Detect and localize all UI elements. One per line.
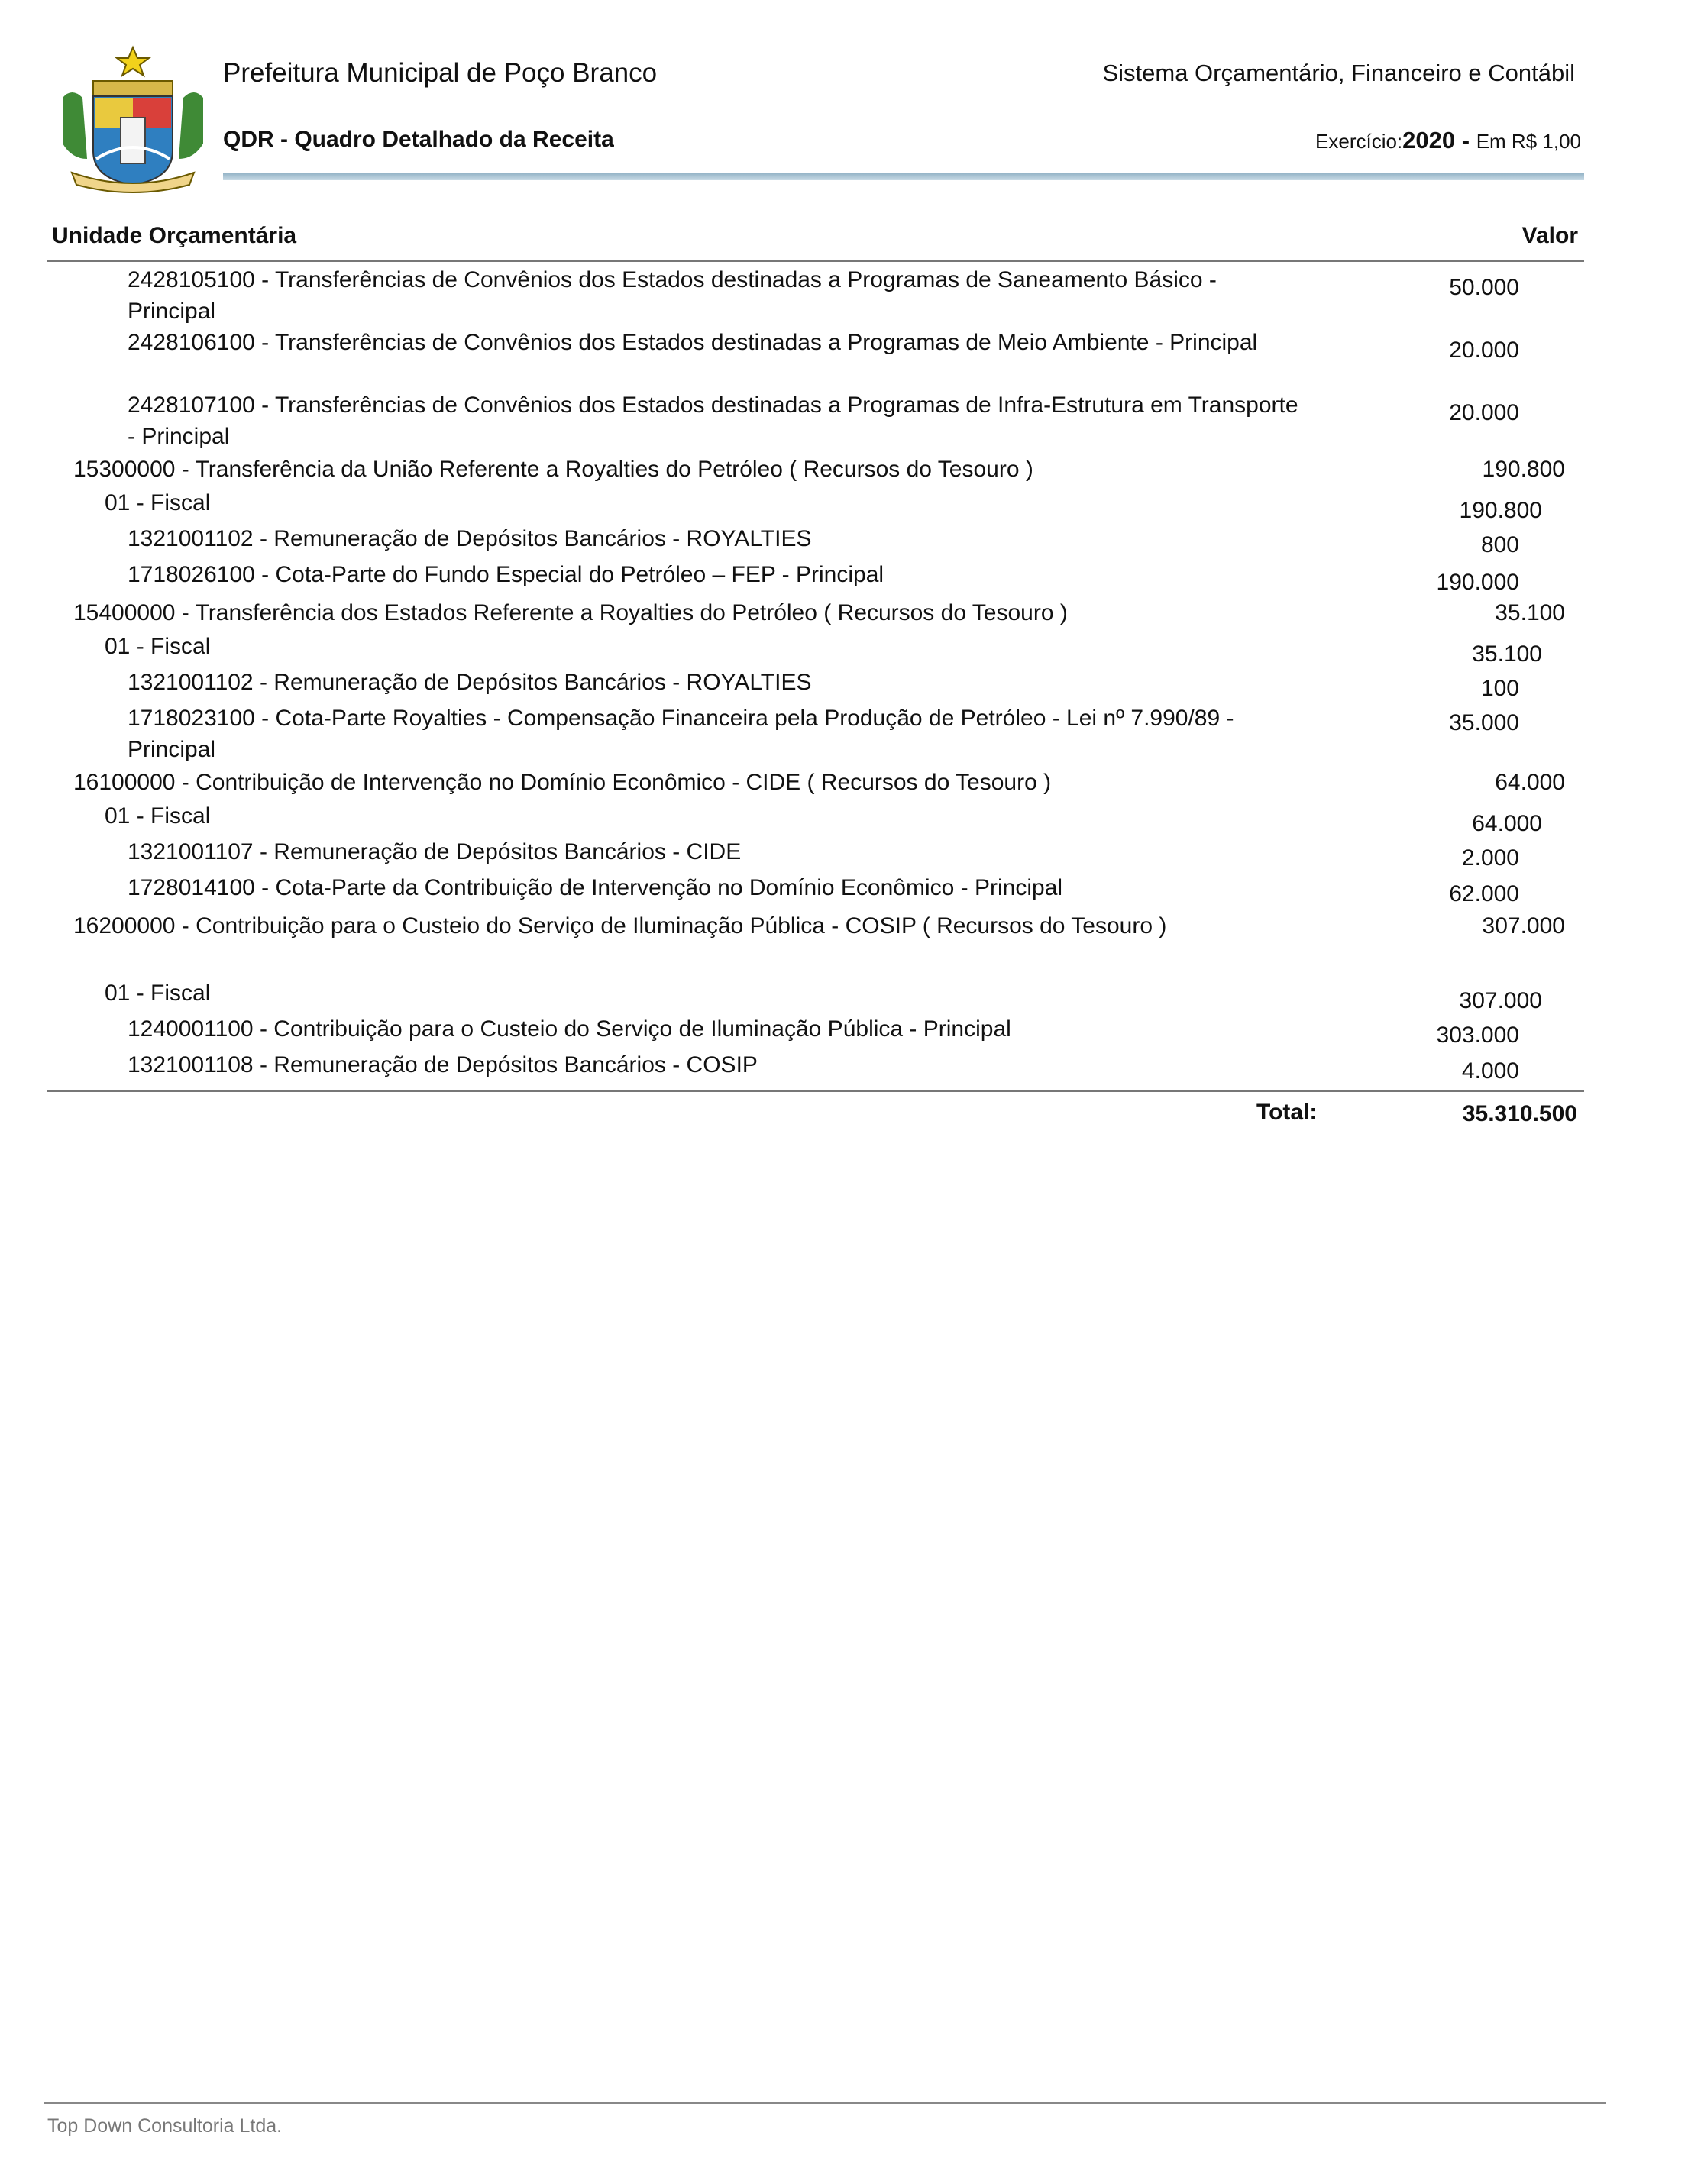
row-value: 190.800 <box>1482 457 1565 482</box>
row-value: 35.100 <box>1472 641 1542 667</box>
row-value: 62.000 <box>1449 881 1519 906</box>
row-description: 2428105100 - Transferências de Convênios dos Estados destinadas a Programas de Saneamento Básico - Principal <box>128 267 1217 324</box>
municipality-title: Prefeitura Municipal de Poço Branco <box>223 58 658 88</box>
row-value: 64.000 <box>1472 811 1542 836</box>
row-description: 15400000 - Transferência dos Estados Referente a Royalties do Petróleo ( Recursos do Tesouro ) <box>73 600 1068 625</box>
row-value: 20.000 <box>1449 338 1519 363</box>
exercise-label: Exercício: <box>1315 130 1403 153</box>
row-value: 35.000 <box>1449 710 1519 735</box>
row-value: 35.100 <box>1495 600 1565 625</box>
total-label: Total: <box>1256 1100 1318 1125</box>
row-value: 64.000 <box>1495 770 1565 795</box>
row-description: 1321001102 - Remuneração de Depósitos Bancários - ROYALTIES <box>128 526 812 551</box>
column-header-unidade: Unidade Orçamentária <box>52 223 297 248</box>
row-description: 1718023100 - Cota-Parte Royalties - Compensação Financeira pela Produção de Petróleo - Lei nº 7.990/89 - Principal <box>128 706 1234 762</box>
row-value: 2.000 <box>1461 845 1519 871</box>
row-value: 4.000 <box>1461 1058 1519 1084</box>
row-value: 307.000 <box>1482 913 1565 939</box>
report-title: QDR - Quadro Detalhado da Receita <box>223 127 614 152</box>
footer-divider <box>44 2102 1606 2104</box>
system-name: Sistema Orçamentário, Financeiro e Contábil <box>1102 60 1575 86</box>
total-value: 35.310.500 <box>1462 1101 1577 1126</box>
currency-unit: Em R$ 1,00 <box>1476 130 1581 153</box>
row-value: 50.000 <box>1449 275 1519 300</box>
table-bottom-rule <box>47 1090 1584 1092</box>
row-value: 307.000 <box>1459 988 1542 1013</box>
row-description: 2428107100 - Transferências de Convênios dos Estados destinadas a Programas de Infra-Estrutura em Transporte - Principal <box>128 393 1298 449</box>
exercise-year: 2020 <box>1402 127 1456 153</box>
row-description: 01 - Fiscal <box>105 490 211 515</box>
row-value: 190.000 <box>1436 570 1519 595</box>
row-value: 100 <box>1480 676 1519 701</box>
row-description: 15300000 - Transferência da União Referente a Royalties do Petróleo ( Recursos do Tesouro ) <box>73 457 1033 482</box>
header-divider <box>223 173 1584 180</box>
row-description: 1321001107 - Remuneração de Depósitos Bancários - CIDE <box>128 839 742 864</box>
column-header-valor: Valor <box>1521 223 1578 248</box>
row-value: 303.000 <box>1436 1023 1519 1048</box>
row-description: 1321001108 - Remuneração de Depósitos Bancários - COSIP <box>128 1052 758 1077</box>
row-description: 16200000 - Contribuição para o Custeio do Serviço de Iluminação Pública - COSIP ( Recursos do Tesouro ) <box>73 913 1167 939</box>
row-description: 16100000 - Contribuição de Intervenção no Domínio Econômico - CIDE ( Recursos do Tesouro ) <box>73 770 1052 795</box>
row-description: 01 - Fiscal <box>105 981 211 1006</box>
table-top-rule <box>47 260 1584 262</box>
row-value: 800 <box>1480 532 1519 557</box>
row-value: 20.000 <box>1449 400 1519 425</box>
exercise-dash: - <box>1455 127 1476 153</box>
row-description: 1718026100 - Cota-Parte do Fundo Especial do Petróleo – FEP - Principal <box>128 562 884 587</box>
row-description: 01 - Fiscal <box>105 803 211 829</box>
row-description: 1321001102 - Remuneração de Depósitos Bancários - ROYALTIES <box>128 670 812 695</box>
row-description: 01 - Fiscal <box>105 634 211 659</box>
exercise-info <box>1315 127 1581 154</box>
coat-of-arms-logo <box>49 44 217 194</box>
row-description: 1240001100 - Contribuição para o Custeio do Serviço de Iluminação Pública - Principal <box>128 1016 1011 1042</box>
row-value: 190.800 <box>1459 498 1542 523</box>
row-description: 1728014100 - Cota-Parte da Contribuição de Intervenção no Domínio Econômico - Principal <box>128 875 1063 900</box>
row-description: 2428106100 - Transferências de Convênios dos Estados destinadas a Programas de Meio Ambiente - Principal <box>128 330 1258 355</box>
footer-company: Top Down Consultoria Ltda. <box>47 2115 283 2137</box>
